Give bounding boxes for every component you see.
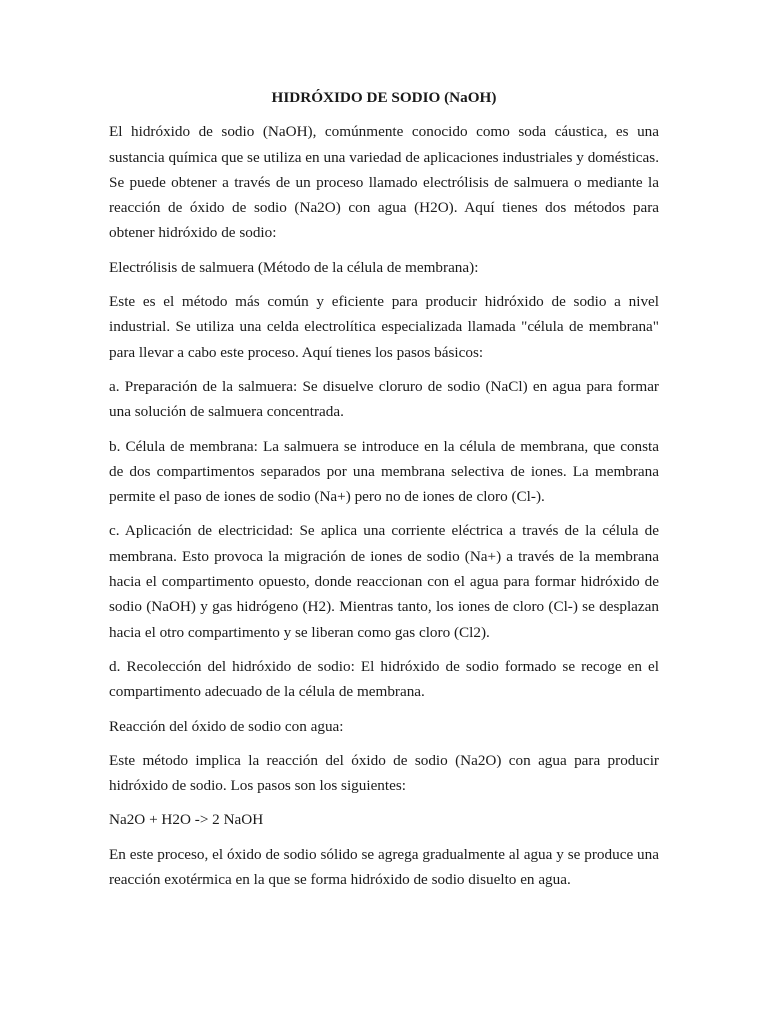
method-2-heading: Reacción del óxido de sodio con agua: [109, 717, 344, 735]
intro-paragraph: El hidróxido de sodio (NaOH), comúnmente conocido como soda cáustica, es una sustancia química que se utiliza en una variedad de aplicaciones industriales y domésticas. Se puede obtener a través de un proceso llamado electrólisis de salmuera o mediante la reacción de óxido de sodio (Na2O) con agua (H2O). Aquí tienes dos métodos para obtener hidróxido de sodio: [109, 123, 659, 242]
method-2-description: Este método implica la reacción del óxido de sodio (Na2O) con agua para producir hidróxido de sodio. Los pasos son los siguientes: [109, 751, 659, 795]
step-b-paragraph: b. Célula de membrana: La salmuera se introduce en la célula de membrana, que consta de dos compartimentos separados por una membrana selectiva de iones. La membrana permite el paso de iones de sodio (Na+) pero no de iones de cloro (Cl-). [109, 437, 659, 506]
document-title: HIDRÓXIDO DE SODIO (NaOH) [271, 89, 497, 106]
chemical-equation: Na2O + H2O -> 2 NaOH [109, 811, 264, 829]
step-d-paragraph: d. Recolección del hidróxido de sodio: El hidróxido de sodio formado se recoge en el compartimento adecuado de la célula de membrana. [109, 657, 659, 701]
method-1-heading: Electrólisis de salmuera (Método de la célula de membrana): [109, 258, 479, 276]
step-a-paragraph: a. Preparación de la salmuera: Se disuelve cloruro de sodio (NaCl) en agua para formar una solución de salmuera concentrada. [109, 377, 659, 421]
method-1-description: Este es el método más común y eficiente para producir hidróxido de sodio a nivel industrial. Se utiliza una celda electrolítica especializada llamada "célula de membrana" para llevar a cabo este proceso. Aquí tienes los pasos básicos: [109, 293, 659, 361]
closing-paragraph: En este proceso, el óxido de sodio sólido se agrega gradualmente al agua y se produce una reacción exotérmica en la que se forma hidróxido de sodio disuelto en agua. [109, 845, 659, 889]
step-c-paragraph: c. Aplicación de electricidad: Se aplica una corriente eléctrica a través de la célula de membrana. Esto provoca la migración de iones de sodio (Na+) a través de la membrana hacia el compartimento opuesto, donde reaccionan con el agua para formar hidróxido de sodio (NaOH) y gas hidrógeno (H2). Mientras tanto, los iones de cloro (Cl-) se desplazan hacia el otro compartimento y se liberan como gas cloro (Cl2). [109, 522, 659, 641]
